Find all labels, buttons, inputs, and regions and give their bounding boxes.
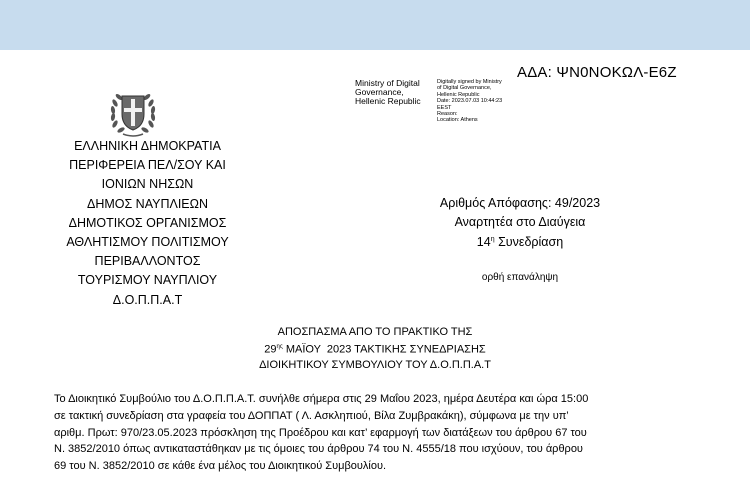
body-line: αριθμ. Πρωτ: 970/23.05.2023 πρόσκληση της Προέδρου και κατ’ εφαρμογή των διατάξεων του άρθρου 67 του [54,426,587,439]
meeting-day: 29 [264,343,277,356]
issuer-line: ΠΕΡΙΒΑΛΛΟΝΤΟΣ [94,254,201,269]
issuer-line: ΤΟΥΡΙΣΜΟΥ ΝΑΥΠΛΙΟΥ [77,273,218,288]
signature-detail-line: Date: 2023.07.03 10:44:23 [437,98,503,105]
signer-line: Governance, [355,87,404,97]
issuer-line: ΠΕΡΙΦΕΡΕΙΑ ΠΕΛ/ΣΟΥ ΚΑΙ [69,158,226,173]
issuer-line: ΔΗΜΟΣ ΝΑΥΠΛΙΕΩΝ [86,196,209,211]
issuer-line: ΔΗΜΟΤΙΚΟΣ ΟΡΓΑΝΙΣΜΟΣ [68,215,227,230]
issuer-line: ΙΟΝΙΩΝ ΝΗΣΩΝ [101,177,194,192]
greek-coat-of-arms-icon [107,88,159,138]
correction-note: ορθή επανάληψη [481,272,559,283]
top-banner [0,0,750,50]
decision-number-label: Αριθμός Απόφασης: [439,196,552,210]
signature-detail-line: EEST [437,104,452,111]
body-line: Το Διοικητικό Συμβούλιο του Δ.Ο.Π.Π.Α.Τ. συνήλθε σήμερα στις 29 Μαΐου 2023, ημέρα Δευτέρα και ώρα 15:00 [54,393,589,405]
session-word: Συνεδρίαση [498,235,564,250]
decision-number [420,194,620,212]
extract-line: ΔΙΟΙΚΗΤΙΚΟΥ ΣΥΜΒΟΥΛΙΟΥ ΤΟΥ Δ.Ο.Π.Π.Α.Τ [259,358,491,371]
minutes-body [54,391,699,475]
decision-info [420,194,620,251]
signature-signer [355,79,435,106]
extract-heading [160,325,590,373]
extract-line: ΑΠΟΣΠΑΣΜΑ ΑΠΟ ΤΟ ΠΡΑΚΤΙΚΟ ΤΗΣ [277,326,473,338]
signer-line: Ministry of Digital [355,78,420,88]
signature-detail-line: of Digital Governance, [437,85,492,92]
signature-details [437,79,547,124]
issuer-line: ΑΘΛΗΤΙΣΜΟΥ ΠΟΛΙΤΙΣΜΟΥ [66,235,229,250]
ada-code: ΑΔΑ: ΨΝ0ΝΟΚΩΛ-Ε6Ζ [517,64,677,81]
signature-detail-line: Digitally signed by Ministry [437,79,502,85]
signer-line: Hellenic Republic [355,96,421,106]
signature-detail-line: Location: Athens [437,117,478,124]
posting-note: Αναρτητέα στο Διαύγεια [454,215,586,229]
issuer-header [40,137,255,310]
issuer-line: Δ.Ο.Π.Π.Α.Τ [112,292,183,307]
meeting-day-suffix: ης [276,344,283,350]
extract-line [160,340,590,358]
body-line: σε τακτική συνεδρίαση στα γραφεία του ΔΟΠΠΑΤ ( Λ. Ασκληπιού, Βίλα Ζυμβρακάκη), σύμφωνα με την υπ’ [54,409,569,422]
decision-number-value: 49/2023 [554,196,601,210]
meeting-date-rest: ΜΑΪΟΥ 2023 ΤΑΚΤΙΚΗΣ ΣΥΝΕΔΡΙΑΣΗΣ [282,343,486,356]
body-line: 69 του Ν. 3852/2010 σε κάθε ένα μέλος του Διοικητικού Συμβουλίου. [54,460,387,473]
session-ordinal-suffix: η [490,236,495,243]
session-ordinal: 14 [476,235,491,250]
session-number [420,231,620,251]
signature-detail-line: Reason: [437,111,458,118]
issuer-line: ΕΛΛΗΝΙΚΗ ΔΗΜΟΚΡΑΤΙΑ [74,139,221,153]
signature-detail-line: Hellenic Republic [437,91,480,98]
body-line: Ν. 3852/2010 όπως αντικαταστάθηκαν με τις όμοιες του άρθρου 74 του Ν. 4555/18 που ισχύουν, του άρθρου [54,443,583,456]
